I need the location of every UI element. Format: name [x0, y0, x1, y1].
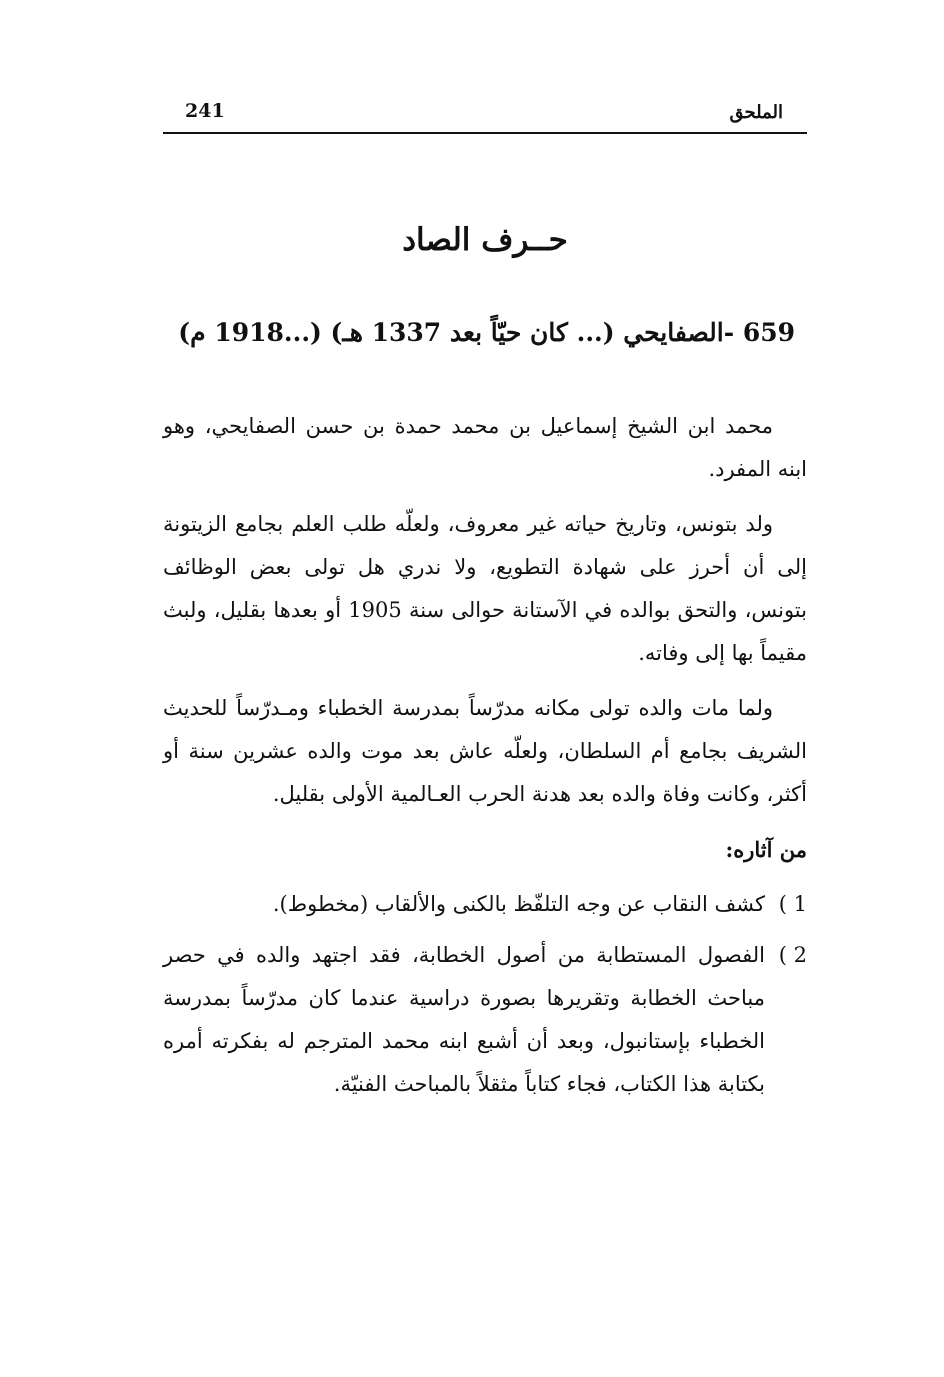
running-header	[163, 96, 807, 132]
list-item-number: 2 )	[778, 943, 807, 967]
section-title: الملحق	[729, 102, 783, 123]
letter-heading: حــرف الصاد	[402, 222, 568, 258]
paragraph: ولد بتونس، وتاريخ حياته غير معروف، ولعلّه طلب العلم بجامع الزيتونة إلى أن أحرز على شهادة التطويع، ولا ندري هل تولى بعض الوظائف بتونس، والتحق بوالده في الآستانة حوالى سنة 1905 أو بعدها بقليل، ولبث مقيماً بها إلى وفاته.	[163, 512, 807, 665]
works-label: من آثاره:	[725, 837, 807, 862]
page-number: 241	[185, 100, 225, 122]
list-item-text: الفصول المستطابة من أصول الخطابة، فقد اجتهد والده في حصر مباحث الخطابة وتقريرها بصورة دراسية عندما كان مدرّساً بمدرسة الخطباء بإستانبول، وبعد أن أشبع ابنه محمد المترجم له بفكرته أمره بكتابة هذا الكتاب، فجاء كتاباً مثقلاً بالمباحث الفنيّة.	[163, 943, 765, 1096]
paragraph: ولما مات والده تولى مكانه مدرّساً بمدرسة الخطباء ومـدرّساً للحديث الشريف بجامع أم السلطان، ولعلّه عاش بعد موت والده عشرين سنة أو أكثر، وكانت وفاة والده بعد هدنة الحرب العـالمية الأولى بقليل.	[163, 696, 807, 806]
works-list	[163, 883, 807, 1106]
list-item	[163, 934, 807, 1106]
list-item-text: كشف النقاب عن وجه التلفّظ بالكنى والألقاب (مخطوط).	[272, 892, 765, 916]
header-divider	[163, 132, 807, 134]
entry-body	[163, 405, 807, 1114]
list-item	[163, 883, 807, 926]
entry-heading: 659 -الصفايحي (... كان حيّاً بعد 1337 هـ) (...1918 م)	[178, 318, 795, 347]
paragraph: محمد ابن الشيخ إسماعيل بن محمد حمدة بن حسن الصفايحي، وهو ابنه المفرد.	[163, 414, 807, 481]
list-item-number: 1 )	[778, 892, 807, 916]
